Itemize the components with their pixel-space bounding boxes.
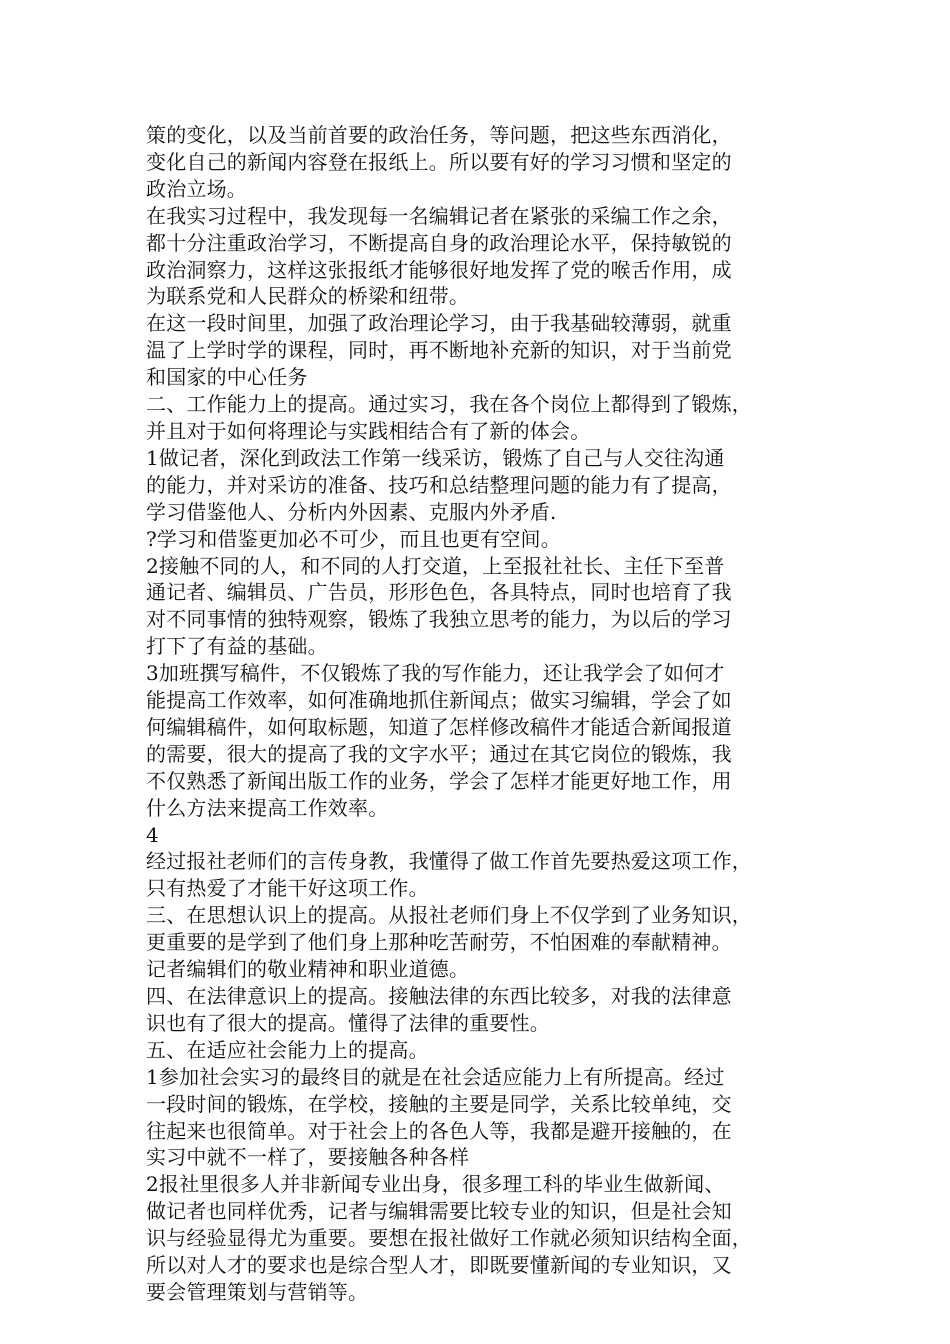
paragraph-5: 1做记者，深化到政法工作第一线采访，锻炼了自己与人交往沟通 的能力，并对采访的准备、技巧和总结整理问题的能力有了提高， 学习借鉴他人、分析内外因素、克服内外矛盾. bbox=[146, 445, 732, 524]
paragraph-14: 1参加社会实习的最终目的就是在社会适应能力上有所提高。经过 一段时间的锻炼，在学校，接触的主要是同学，关系比较单纯，交 往起来也很简单。对于社会上的各色人等，我都是避开接触的，在 实习中就不一样了，要接触各种各样 bbox=[146, 1064, 732, 1170]
section-heading-thinking: 三、在思想认识上的提高。从报社老师们身上不仅学到了业务知识， 更重要的是学到了他们身上那种吃苦耐劳，不怕困难的奉献精神。 记者编辑们的敬业精神和职业道德。 bbox=[146, 903, 752, 982]
paragraph-15: 2报社里很多人并非新闻专业出身，很多理工科的毕业生做新闻、 做记者也同样优秀，记者与编辑需要比较专业的知识，但是社会知 识与经验显得尤为重要。要想在报社做好工作就必须知识结构全面， 所以对人才的要求也是综合型人才，即既要懂新闻的专业知识，又 要会管理策划与营销等。 bbox=[146, 1172, 752, 1304]
paragraph-3: 在这一段时间里，加强了政治理论学习，由于我基础较薄弱，就重 温了上学时学的课程，同时，再不断地补充新的知识，对于当前党 和国家的中心任务 bbox=[146, 311, 732, 390]
paragraph-6: ?学习和借鉴更加必不可少，而且也更有空间。 bbox=[146, 526, 561, 551]
paragraph-9: 4 bbox=[146, 822, 159, 847]
document-body bbox=[146, 122, 810, 1306]
section-heading-work-ability: 二、工作能力上的提高。通过实习，我在各个岗位上都得到了锻炼， 并且对于如何将理论与实践相结合有了新的体会。 bbox=[146, 392, 752, 443]
paragraph-7: 2接触不同的人，和不同的人打交道，上至报社社长、主任下至普 通记者、编辑员、广告员，形形色色，各具特点，同时也培育了我 对不同事情的独特观察，锻炼了我独立思考的能力，为以后的学习 打下了有益的基础。 bbox=[146, 553, 732, 659]
paragraph-1: 策的变化，以及当前首要的政治任务，等问题，把这些东西消化， 变化自己的新闻内容登在报纸上。所以要有好的学习习惯和坚定的 政治立场。 bbox=[146, 123, 732, 201]
section-heading-law: 四、在法律意识上的提高。接触法律的东西比较多，对我的法律意 识也有了很大的提高。懂得了法律的重要性。 bbox=[146, 984, 732, 1035]
paragraph-8: 3加班撰写稿件，不仅锻炼了我的写作能力，还让我学会了如何才 能提高工作效率，如何准确地抓住新闻点；做实习编辑，学会了如 何编辑稿件，如何取标题，知道了怎样修改稿件才能适合新闻报道 的需要，很大的提高了我的文字水平；通过在其它岗位的锻炼，我 不仅熟悉了新闻出版工作的业务，学会了怎样才能更好地工作，用 什么方法来提高工作效率。 bbox=[146, 661, 732, 820]
section-heading-social: 五、在适应社会能力上的提高。 bbox=[146, 1037, 429, 1062]
paragraph-2: 在我实习过程中，我发现每一名编辑记者在紧张的采编工作之余， 都十分注重政治学习，不断提高自身的政治理论水平，保持敏锐的 政治洞察力，这样这张报纸才能够很好地发挥了党的喉舌作用，成 为联系党和人民群众的桥梁和纽带。 bbox=[146, 203, 732, 309]
paragraph-10: 经过报社老师们的言传身教，我懂得了做工作首先要热爱这项工作， 只有热爱了才能干好这项工作。 bbox=[146, 849, 752, 901]
